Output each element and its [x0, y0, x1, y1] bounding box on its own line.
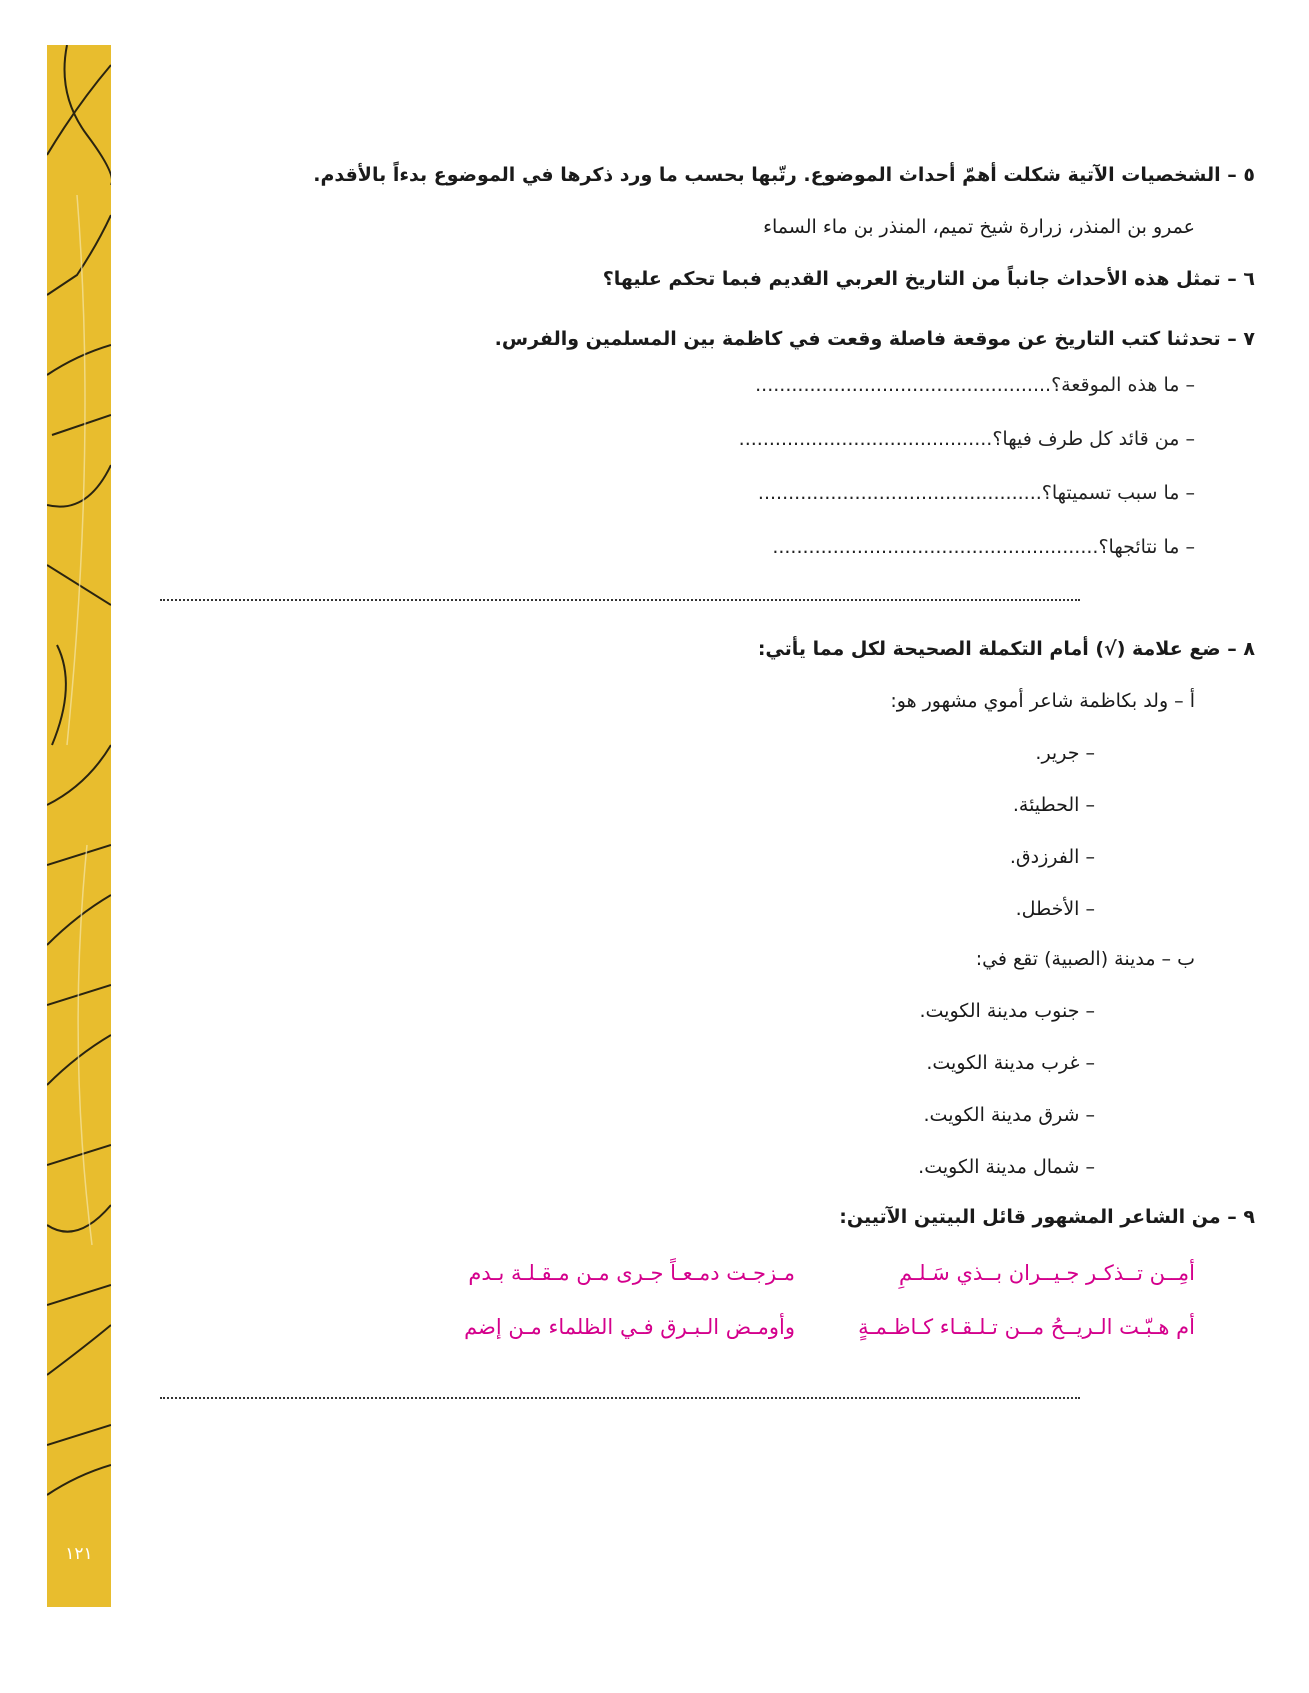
question-8a-stem: أ – ولد بكاظمة شاعر أموي مشهور هو: [890, 690, 1195, 712]
option-8a-2[interactable]: – الحطيئة. [1012, 794, 1095, 816]
question-7: ٧ – تحدثنا كتب التاريخ عن موقعة فاصلة وقعت في كاظمة بين المسلمين والفرس. [494, 328, 1255, 350]
question-5-names: عمرو بن المنذر، زرارة شيخ تميم، المنذر بن ماء السماء [763, 216, 1195, 238]
answer-dotted-line[interactable] [160, 597, 1080, 601]
question-8b-stem: ب – مدينة (الصبية) تقع في: [975, 948, 1195, 970]
option-8a-3[interactable]: – الفرزدق. [1009, 846, 1095, 868]
strip-pattern [47, 45, 111, 1607]
option-8b-2[interactable]: – غرب مدينة الكويت. [926, 1052, 1095, 1074]
verse-1-first-hemistich: أمِــن تــذكـر جـيــران بــذي سَـلـمِ [898, 1261, 1195, 1285]
option-8b-3[interactable]: – شرق مدينة الكويت. [923, 1104, 1095, 1126]
option-8a-1[interactable]: – جرير. [1035, 742, 1095, 764]
question-5: ٥ – الشخصيات الآتية شكلت أهمّ أحداث الموضوع. رتّبها بحسب ما ورد ذكرها في الموضوع بدءاً بالأقدم. [313, 164, 1255, 186]
decorative-side-strip [47, 45, 111, 1607]
question-7-item-3: – ما سبب تسميتها؟............................................... [757, 482, 1195, 504]
option-8a-4[interactable]: – الأخطل. [1015, 898, 1095, 920]
question-6: ٦ – تمثل هذه الأحداث جانباً من التاريخ العربي القديم فبما تحكم عليها؟ [602, 268, 1255, 290]
verse-2-second-hemistich: وأومـض الـبـرق فـي الظلماء مـن إضم [464, 1315, 795, 1339]
option-8b-4[interactable]: – شمال مدينة الكويت. [918, 1156, 1095, 1178]
page-number: ١٢١ [47, 1539, 111, 1569]
option-8b-1[interactable]: – جنوب مدينة الكويت. [919, 1000, 1095, 1022]
question-9: ٩ – من الشاعر المشهور قائل البيتين الآتيين: [839, 1206, 1255, 1228]
question-7-item-1: – ما هذه الموقعة؟................................................. [755, 374, 1195, 396]
verse-2-first-hemistich: أم هـبّـت الـريــحُ مــن تـلـقـاء كـاظـمـةٍ [858, 1315, 1195, 1339]
verse-1-second-hemistich: مـزجـت دمـعـاً جـرى مـن مـقـلـة بـدم [468, 1261, 795, 1285]
answer-dotted-line-2[interactable] [160, 1395, 1080, 1399]
question-7-item-2: – من قائد كل طرف فيها؟.......................................... [738, 428, 1195, 450]
question-8: ٨ – ضع علامة (√) أمام التكملة الصحيحة لكل مما يأتي: [757, 638, 1255, 660]
question-7-item-4: – ما نتائجها؟...................................................... [772, 536, 1195, 558]
